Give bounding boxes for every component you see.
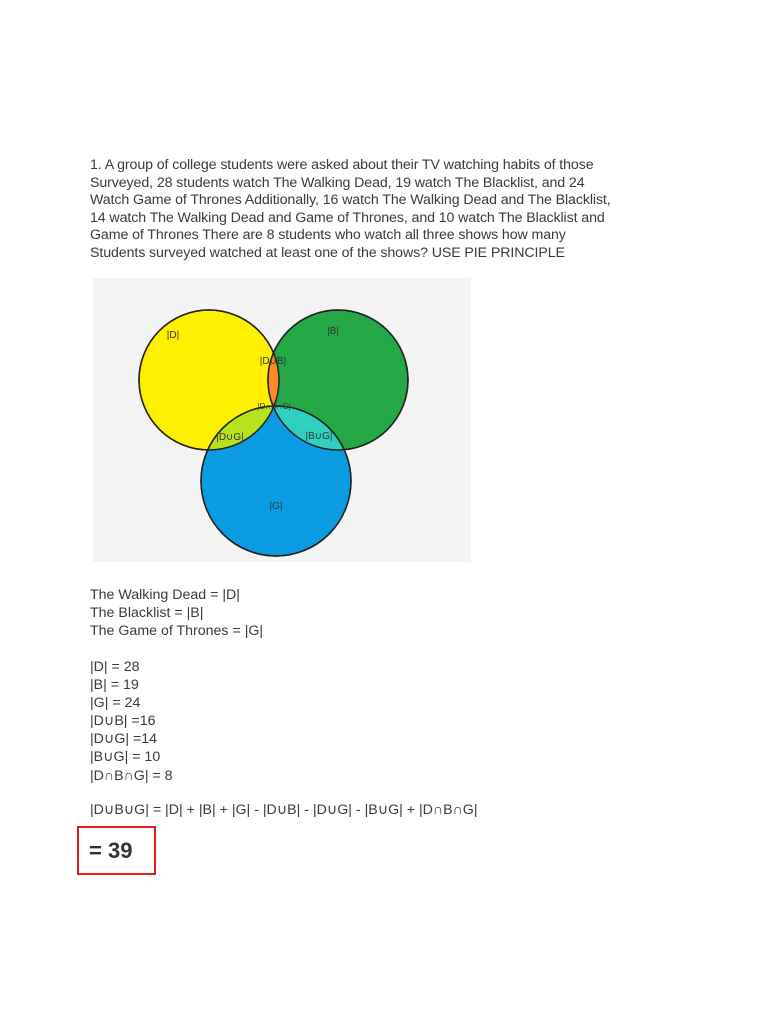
definition-line: The Walking Dead = |D| bbox=[90, 587, 240, 603]
label-d-g: |D∪G| bbox=[216, 432, 244, 443]
value-line: |B| = 19 bbox=[90, 677, 139, 694]
value-line: |D∪G| =14 bbox=[90, 731, 158, 748]
value-line: |D∩B∩G| = 8 bbox=[90, 767, 173, 784]
label-g: |G| bbox=[269, 501, 283, 512]
definition-line: The Game of Thrones = |G| bbox=[90, 622, 264, 639]
problem-line: Surveyed, 28 students watch The Walking Dead, 19 watch The Blacklist, and 24 bbox=[90, 174, 585, 191]
label-d-b-g: |D∩B∩G| bbox=[257, 402, 291, 411]
value-line: |D∪B| =16 bbox=[90, 713, 156, 730]
problem-line: Watch Game of Thrones Additionally, 16 watch The Walking Dead and The Blacklist, bbox=[90, 192, 611, 209]
answer-box bbox=[77, 826, 156, 875]
value-line: |D| = 28 bbox=[90, 659, 140, 675]
set-definitions bbox=[90, 587, 263, 640]
value-line: |B∪G| = 10 bbox=[90, 749, 161, 766]
label-b-g: |B∪G| bbox=[305, 431, 333, 442]
problem-line: Students surveyed watched at least one of the shows? USE PIE PRINCIPLE bbox=[90, 244, 565, 261]
label-b: |B| bbox=[327, 326, 339, 337]
problem-line: 14 watch The Walking Dead and Game of Thrones, and 10 watch The Blacklist and bbox=[90, 209, 605, 226]
definition-line: The Blacklist = |B| bbox=[90, 604, 204, 621]
problem-line: Game of Thrones There are 8 students who watch all three shows how many bbox=[90, 227, 566, 244]
pie-formula: |D∪B∪G| = |D| + |B| + |G| - |D∪B| - |D∪G| - |B∪G| + |D∩B∩G| bbox=[90, 802, 478, 818]
value-line: |G| = 24 bbox=[90, 695, 141, 712]
set-values bbox=[90, 658, 173, 785]
label-d-b: |D∪B| bbox=[259, 356, 287, 367]
problem-statement bbox=[90, 157, 690, 263]
label-d: |D| bbox=[166, 330, 180, 341]
venn-diagram bbox=[93, 278, 471, 562]
problem-line: 1. A group of college students were asked about their TV watching habits of those bbox=[90, 157, 594, 173]
answer-value: = 39 bbox=[89, 838, 133, 863]
